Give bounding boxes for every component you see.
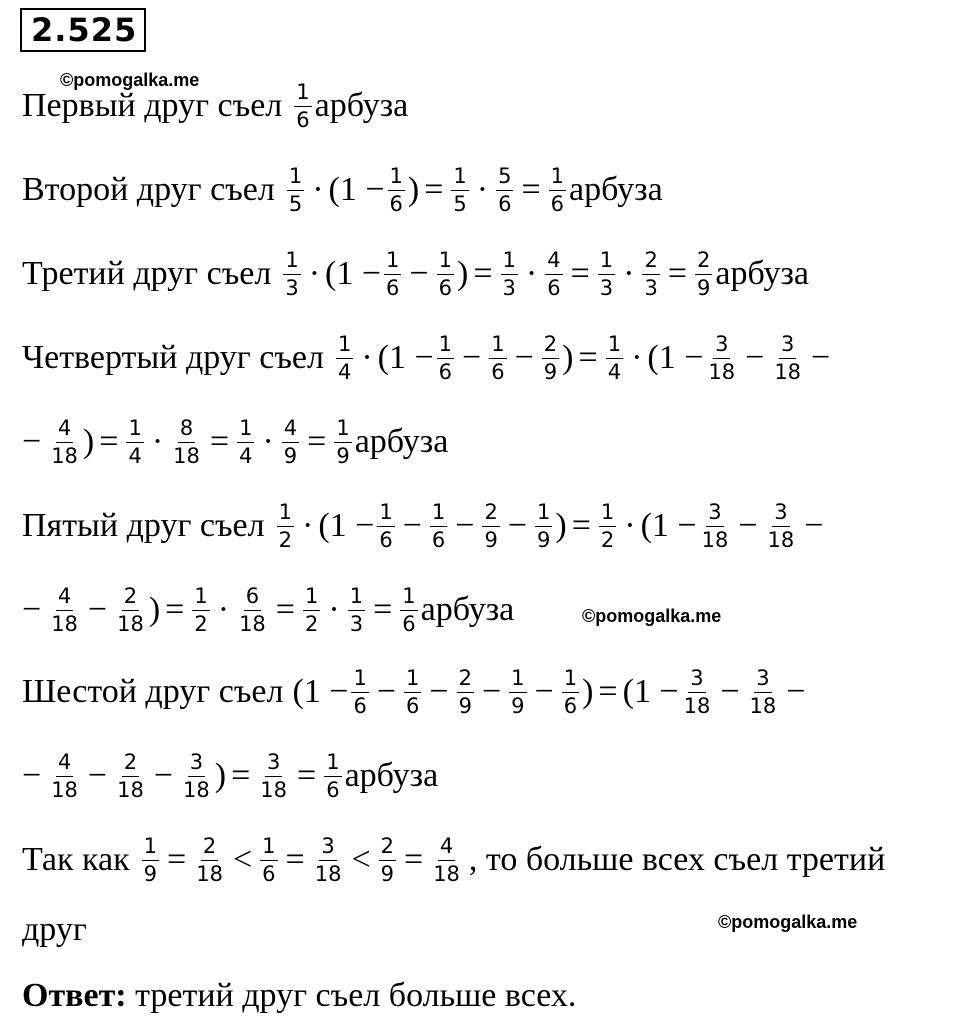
denominator: 5 — [288, 191, 303, 216]
fraction — [313, 835, 344, 886]
fraction — [706, 333, 737, 384]
numerator: 4 — [56, 417, 73, 443]
fraction — [324, 751, 341, 802]
denominator: 3 — [502, 275, 516, 300]
operator: = — [297, 757, 317, 794]
numerator: 1 — [535, 501, 552, 527]
operator: − — [534, 673, 554, 710]
operator: = — [667, 255, 688, 292]
fraction — [258, 751, 289, 802]
denominator: 6 — [389, 191, 403, 216]
denominator: 9 — [143, 861, 158, 886]
fraction — [237, 417, 254, 468]
denominator: 3 — [644, 275, 658, 300]
text: арбуза — [420, 591, 515, 628]
operator: − — [745, 339, 765, 376]
answer-text: третий друг съел больше всех. — [126, 977, 577, 1014]
operator: (1 − — [328, 171, 385, 208]
operator: − — [429, 673, 449, 710]
denominator: 4 — [607, 359, 622, 384]
fraction — [194, 835, 225, 886]
denominator: 6 — [491, 359, 505, 384]
fraction — [606, 333, 623, 384]
fraction — [348, 585, 365, 636]
fraction — [384, 249, 401, 300]
numerator: 1 — [404, 667, 421, 693]
denominator: 18 — [51, 611, 78, 636]
fraction — [700, 501, 731, 552]
operator: = — [231, 757, 251, 794]
numerator: 1 — [334, 417, 351, 443]
operator: − — [87, 591, 108, 628]
operator: = — [571, 507, 591, 544]
fraction — [542, 333, 559, 384]
operator: = — [165, 591, 185, 628]
numerator: 2 — [122, 751, 139, 777]
operator: · — [624, 507, 636, 544]
operator: (1 − — [640, 507, 697, 544]
fraction — [237, 585, 268, 636]
operator: = — [424, 171, 444, 208]
operator: · — [151, 423, 164, 460]
operator: = — [521, 171, 541, 208]
denominator: 18 — [183, 777, 210, 802]
fraction — [642, 249, 659, 300]
line-comparison — [22, 830, 885, 890]
numerator: 1 — [430, 501, 447, 527]
numerator: 1 — [287, 165, 304, 191]
fraction — [388, 165, 405, 216]
denominator: 18 — [173, 443, 200, 468]
text: Пятый друг съел — [22, 507, 265, 544]
operator: (1 − — [622, 673, 679, 710]
numerator: 1 — [192, 585, 209, 611]
fraction — [303, 585, 320, 636]
numerator: 3 — [713, 333, 730, 359]
fraction — [549, 165, 566, 216]
text: Шестой друг съел — [22, 673, 284, 710]
operator: − — [87, 757, 108, 794]
operator: − — [22, 591, 42, 628]
denominator: 9 — [697, 275, 711, 300]
fraction — [496, 165, 513, 216]
fraction — [282, 417, 299, 468]
fraction — [377, 501, 394, 552]
numerator: 1 — [277, 501, 294, 527]
numerator: 2 — [201, 835, 218, 861]
denominator: 2 — [600, 527, 615, 552]
numerator: 1 — [388, 165, 405, 191]
denominator: 6 — [438, 359, 453, 384]
numerator: 1 — [294, 81, 311, 107]
denominator: 18 — [767, 527, 795, 552]
fraction — [772, 333, 803, 384]
denominator: 18 — [117, 611, 144, 636]
fraction — [260, 835, 277, 886]
text: арбуза — [354, 423, 449, 460]
denominator: 6 — [563, 693, 578, 718]
numerator: 8 — [178, 417, 195, 443]
denominator: 18 — [196, 861, 223, 886]
line-second-friend — [22, 160, 663, 220]
operator: · — [623, 255, 635, 292]
numerator: 5 — [496, 165, 513, 191]
denominator: 9 — [458, 693, 472, 718]
denominator: 18 — [260, 777, 288, 802]
operator: ) — [82, 423, 95, 460]
fraction — [451, 165, 468, 216]
fraction — [283, 249, 300, 300]
numerator: 2 — [457, 667, 474, 693]
denominator: 18 — [749, 693, 777, 718]
operator: ) — [582, 673, 594, 710]
denominator: 18 — [51, 443, 78, 468]
line-fourth-friend — [22, 328, 835, 388]
line-third-friend — [22, 244, 809, 304]
line-friend — [22, 900, 87, 960]
fraction — [115, 751, 146, 802]
operator: · — [631, 339, 643, 376]
denominator: 6 — [326, 777, 340, 802]
operator: < — [351, 841, 371, 878]
numerator: 3 — [188, 751, 205, 777]
fraction — [336, 333, 353, 384]
operator: − — [153, 757, 174, 794]
numerator: 3 — [754, 667, 771, 693]
watermark: ©pomogalka.me — [582, 606, 722, 626]
operator: · — [262, 423, 274, 460]
operator: ) — [148, 591, 161, 628]
numerator: 1 — [283, 249, 300, 275]
operator: · — [361, 339, 373, 376]
denominator: 9 — [543, 359, 558, 384]
denominator: 2 — [194, 611, 208, 636]
denominator: 6 — [431, 527, 446, 552]
fraction — [437, 333, 454, 384]
operator: (1 − — [377, 339, 434, 376]
denominator: 6 — [386, 275, 400, 300]
numerator: 1 — [237, 417, 254, 443]
fraction — [482, 501, 499, 552]
operator: = — [404, 841, 424, 878]
numerator: 2 — [122, 585, 139, 611]
fraction — [294, 81, 311, 132]
numerator: 3 — [319, 835, 336, 861]
operator: ) — [407, 171, 420, 208]
task-number: 2.525 — [20, 8, 146, 52]
numerator: 1 — [303, 585, 320, 611]
denominator: 9 — [511, 693, 525, 718]
numerator: 4 — [438, 835, 455, 861]
operator: − — [455, 507, 475, 544]
answer-line — [22, 966, 576, 1026]
operator: − — [720, 673, 740, 710]
fraction — [379, 835, 396, 886]
operator: = — [598, 673, 618, 710]
fraction — [562, 667, 579, 718]
numerator: 1 — [562, 667, 579, 693]
text: арбуза — [569, 171, 663, 208]
fraction — [437, 249, 454, 300]
fraction — [430, 501, 447, 552]
operator: = — [275, 591, 295, 628]
watermark: ©pomogalka.me — [60, 70, 200, 90]
numerator: 6 — [244, 585, 261, 611]
fraction — [501, 249, 518, 300]
fraction — [351, 667, 368, 718]
numerator: 1 — [377, 501, 394, 527]
operator: · — [312, 171, 324, 208]
operator: ) — [456, 255, 469, 292]
operator: = — [209, 423, 230, 460]
fraction — [682, 667, 713, 718]
numerator: 1 — [509, 667, 526, 693]
fraction — [695, 249, 712, 300]
operator: − — [22, 423, 42, 460]
numerator: 4 — [545, 249, 562, 275]
denominator: 6 — [262, 861, 276, 886]
denominator: 18 — [117, 777, 144, 802]
numerator: 2 — [695, 249, 712, 275]
numerator: 1 — [599, 501, 616, 527]
fraction — [748, 667, 779, 718]
line-sixth-friend — [22, 662, 810, 722]
numerator: 1 — [549, 165, 566, 191]
numerator: 1 — [351, 667, 368, 693]
denominator: 18 — [239, 611, 266, 636]
denominator: 9 — [336, 443, 350, 468]
numerator: 1 — [336, 333, 353, 359]
text: Так как — [22, 841, 130, 878]
operator: · — [217, 591, 230, 628]
operator: − — [786, 673, 806, 710]
denominator: 4 — [337, 359, 352, 384]
denominator: 6 — [406, 693, 420, 718]
operator: − — [402, 507, 422, 544]
text: друг — [22, 911, 87, 948]
denominator: 9 — [484, 527, 498, 552]
numerator: 1 — [384, 249, 401, 275]
fraction — [400, 585, 417, 636]
operator: − — [738, 507, 758, 544]
text: Третий друг съел — [22, 255, 272, 292]
operator: − — [481, 673, 502, 710]
denominator: 18 — [774, 359, 802, 384]
operator: − — [514, 339, 534, 376]
numerator: 1 — [489, 333, 506, 359]
operator: (1 − — [647, 339, 704, 376]
operator: · — [328, 591, 340, 628]
operator: · — [302, 507, 314, 544]
operator: = — [473, 255, 493, 292]
denominator: 9 — [380, 861, 394, 886]
text: , то больше всех съел третий — [468, 841, 886, 878]
numerator: 4 — [56, 585, 73, 611]
operator: (1 − — [318, 507, 375, 544]
numerator: 1 — [324, 751, 341, 777]
denominator: 18 — [683, 693, 711, 718]
numerator: 2 — [482, 501, 499, 527]
operator: = — [373, 591, 393, 628]
fraction — [287, 165, 304, 216]
operator: ) — [562, 339, 574, 376]
line-sixth-friend-cont — [22, 746, 438, 806]
fraction — [171, 417, 202, 468]
fraction — [115, 585, 146, 636]
line-first-friend — [22, 76, 408, 136]
denominator: 3 — [285, 275, 299, 300]
operator: = — [285, 841, 305, 878]
denominator: 5 — [453, 191, 467, 216]
numerator: 1 — [451, 165, 468, 191]
fraction — [599, 501, 616, 552]
denominator: 6 — [296, 107, 310, 132]
denominator: 6 — [547, 275, 561, 300]
fraction — [126, 417, 143, 468]
numerator: 1 — [501, 249, 518, 275]
denominator: 4 — [128, 443, 142, 468]
denominator: 2 — [304, 611, 319, 636]
operator: · — [476, 171, 489, 208]
fraction — [457, 667, 474, 718]
operator: = — [307, 423, 327, 460]
denominator: 6 — [402, 611, 416, 636]
operator: = — [578, 339, 598, 376]
denominator: 18 — [51, 777, 78, 802]
denominator: 4 — [239, 443, 253, 468]
numerator: 1 — [598, 249, 615, 275]
denominator: 9 — [283, 443, 298, 468]
fraction — [489, 333, 506, 384]
fraction — [142, 835, 159, 886]
fraction — [535, 501, 552, 552]
denominator: 18 — [708, 359, 736, 384]
denominator: 6 — [379, 527, 393, 552]
denominator: 6 — [438, 275, 452, 300]
fraction — [509, 667, 526, 718]
numerator: 3 — [772, 501, 789, 527]
numerator: 3 — [706, 501, 723, 527]
operator: · — [525, 255, 538, 292]
answer-label: Ответ: — [22, 977, 127, 1014]
operator: = — [167, 841, 187, 878]
operator: − — [462, 339, 482, 376]
numerator: 1 — [142, 835, 159, 861]
operator: ) — [555, 507, 567, 544]
fraction — [334, 417, 351, 468]
denominator: 3 — [599, 275, 614, 300]
numerator: 1 — [437, 249, 454, 275]
denominator: 2 — [278, 527, 292, 552]
numerator: 2 — [642, 249, 659, 275]
fraction — [431, 835, 462, 886]
fraction — [192, 585, 209, 636]
fraction — [277, 501, 294, 552]
fraction — [404, 667, 421, 718]
line-fifth-friend-cont — [22, 580, 514, 640]
denominator: 6 — [550, 191, 565, 216]
denominator: 6 — [498, 191, 512, 216]
text: Второй друг съел — [22, 171, 275, 208]
denominator: 3 — [349, 611, 364, 636]
operator: − — [409, 255, 429, 292]
line-fourth-friend-cont — [22, 412, 448, 472]
operator: − — [376, 673, 397, 710]
operator: (1 − — [292, 673, 349, 710]
numerator: 1 — [348, 585, 365, 611]
numerator: 1 — [400, 585, 417, 611]
numerator: 2 — [542, 333, 559, 359]
line-fifth-friend — [22, 496, 828, 556]
fraction — [49, 751, 80, 802]
operator: = — [99, 423, 119, 460]
numerator: 1 — [126, 417, 143, 443]
denominator: 18 — [314, 861, 342, 886]
fraction — [49, 585, 80, 636]
denominator: 18 — [433, 861, 460, 886]
numerator: 2 — [379, 835, 396, 861]
numerator: 3 — [779, 333, 796, 359]
operator: = — [570, 255, 590, 292]
operator: − — [22, 757, 42, 794]
fraction — [181, 751, 212, 802]
operator: − — [507, 507, 528, 544]
text: арбуза — [715, 255, 810, 292]
text: Первый друг съел — [22, 87, 283, 124]
text: арбуза — [314, 87, 409, 124]
operator: (1 − — [325, 255, 382, 292]
operator: − — [811, 339, 831, 376]
numerator: 1 — [606, 333, 623, 359]
numerator: 1 — [260, 835, 277, 861]
fraction — [49, 417, 80, 468]
numerator: 1 — [437, 333, 454, 359]
fraction — [545, 249, 562, 300]
operator: · — [308, 255, 321, 292]
numerator: 3 — [265, 751, 282, 777]
numerator: 4 — [282, 417, 299, 443]
fraction — [766, 501, 797, 552]
text: Четвертый друг съел — [22, 339, 324, 376]
fraction — [598, 249, 615, 300]
numerator: 3 — [688, 667, 705, 693]
operator: − — [804, 507, 824, 544]
watermark: ©pomogalka.me — [718, 912, 858, 932]
denominator: 9 — [537, 527, 551, 552]
numerator: 4 — [56, 751, 73, 777]
text: арбуза — [344, 757, 439, 794]
operator: ) — [214, 757, 227, 794]
denominator: 6 — [353, 693, 367, 718]
denominator: 18 — [701, 527, 729, 552]
operator: < — [232, 841, 253, 878]
